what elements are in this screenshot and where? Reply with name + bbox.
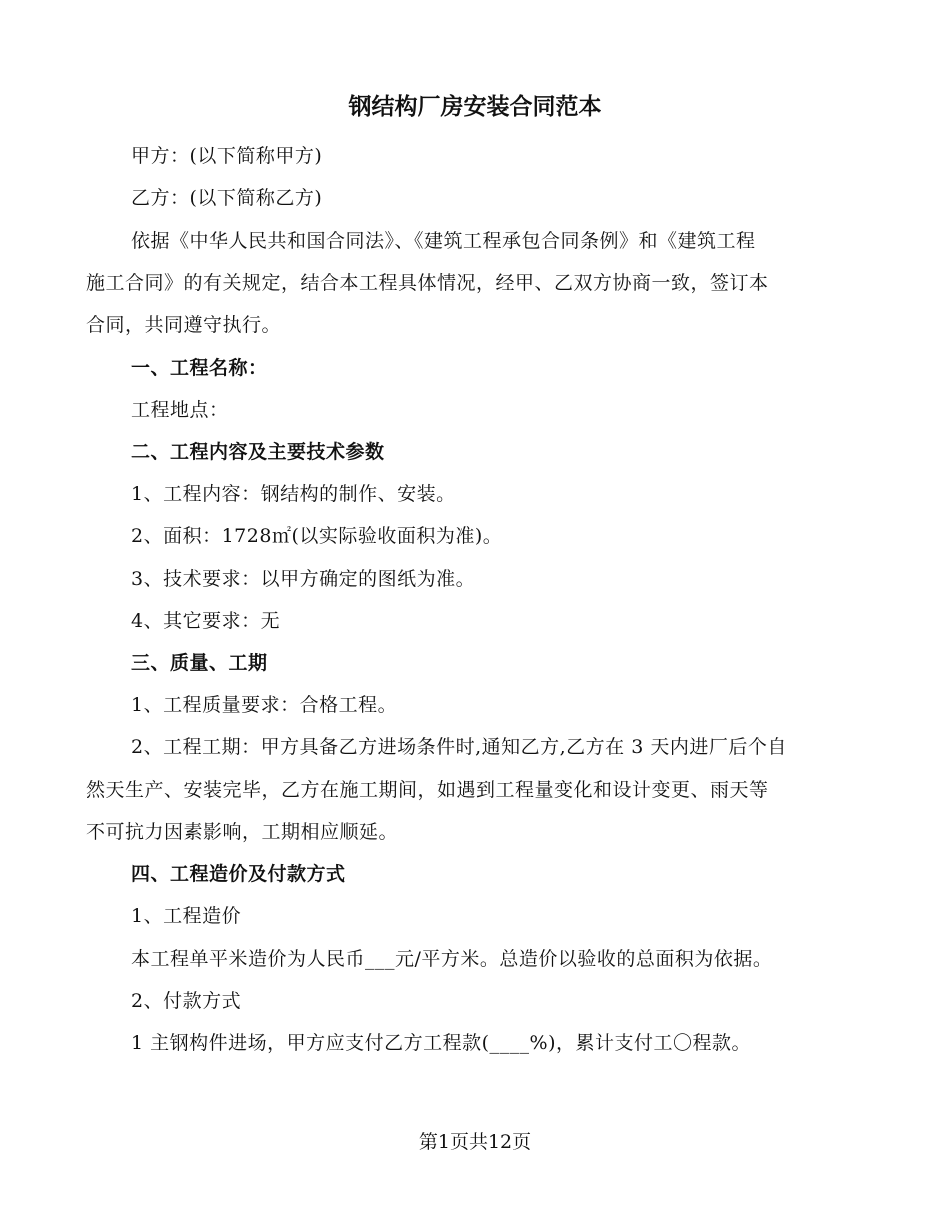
section-heading-3: 三、质量、工期 <box>131 652 268 674</box>
schedule-line-3: 不可抗力因素影响，工期相应顺延。 <box>86 821 399 843</box>
item-line: 2、面积：1728㎡(以实际验收面积为准)。 <box>131 525 503 547</box>
item-line: 3、技术要求：以甲方确定的图纸为准。 <box>131 568 476 590</box>
page-number: 第1页共12页 <box>418 1131 532 1153</box>
preamble-line-2: 施工合同》的有关规定，结合本工程具体情况，经甲、乙双方协商一致，签订本 <box>86 272 769 294</box>
preamble-line-1: 依据《中华人民共和国合同法》、《建筑工程承包合同条例》和《建筑工程 <box>131 230 756 252</box>
party-a-line: 甲方：(以下简称甲方) <box>131 145 323 167</box>
item-line: 1、工程造价 <box>131 905 242 927</box>
preamble-line-3: 合同，共同遵守执行。 <box>86 314 282 336</box>
section-heading-4: 四、工程造价及付款方式 <box>131 863 346 885</box>
payment-line: 1 主钢构件进场，甲方应支付乙方工程款(____%)，累计支付工〇程款。 <box>131 1032 752 1054</box>
project-location-line: 工程地点： <box>131 399 229 421</box>
schedule-line-2: 然天生产、安装完毕，乙方在施工期间，如遇到工程量变化和设计变更、雨天等 <box>86 779 769 801</box>
section-heading-1: 一、工程名称： <box>131 357 268 379</box>
item-line: 1、工程质量要求：合格工程。 <box>131 694 398 716</box>
party-b-line: 乙方：(以下简称乙方) <box>131 187 323 209</box>
document-title: 钢结构厂房安装合同范本 <box>348 93 602 120</box>
cost-line: 本工程单平米造价为人民币___元/平方米。总造价以验收的总面积为依据。 <box>131 948 773 970</box>
item-line: 2、付款方式 <box>131 990 242 1012</box>
item-line: 4、其它要求：无 <box>131 610 281 632</box>
schedule-line-1: 2、工程工期：甲方具备乙方进场条件时,通知乙方,乙方在 3 天内进厂后个自 <box>131 736 787 758</box>
section-heading-2: 二、工程内容及主要技术参数 <box>131 441 385 463</box>
item-line: 1、工程内容：钢结构的制作、安装。 <box>131 483 456 505</box>
